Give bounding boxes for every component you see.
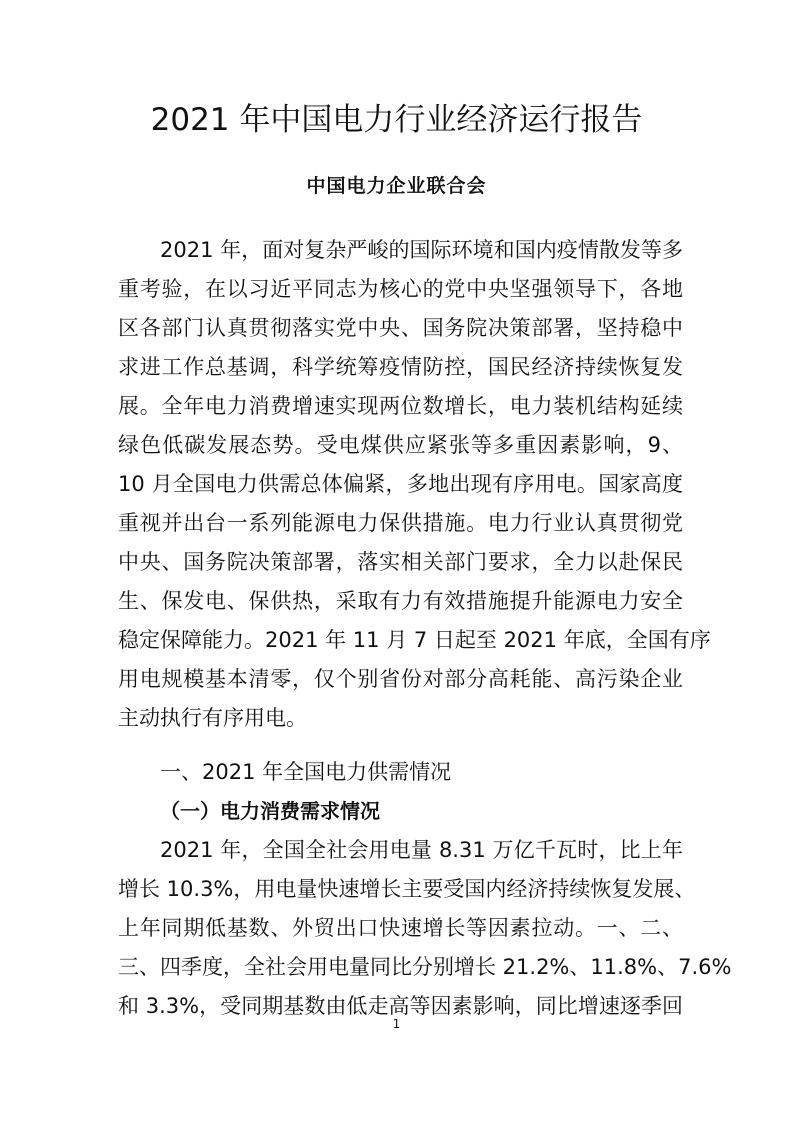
section-heading: 一、2021 年全国电力供需情况 <box>160 760 452 784</box>
paragraph-line: 主动执行有序用电。 <box>118 706 307 730</box>
paragraph-line: 生、保发电、保供热，采取有力有效措施提升能源电力安全 <box>118 589 683 613</box>
paragraph-line: 增长 10.3%，用电量快速增长主要受国内经济持续恢复发展、 <box>118 877 696 901</box>
paragraph-line: 重考验，在以习近平同志为核心的党中央坚强领导下，各地 <box>118 277 683 301</box>
paragraph-line: 用电规模基本清零，仅个别省份对部分高耗能、高污染企业 <box>118 667 683 691</box>
paragraph-line: 2021 年，面对复杂严峻的国际环境和国内疫情散发等多 <box>160 238 683 262</box>
page-number: 1 <box>392 1017 401 1031</box>
page-title: 2021 年中国电力行业经济运行报告 <box>150 102 643 138</box>
paragraph-line: 中央、国务院决策部署，落实相关部门要求，全力以赴保民 <box>118 550 683 574</box>
paragraph-line: 三、四季度，全社会用电量同比分别增长 21.2%、11.8%、7.6% <box>118 955 732 979</box>
paragraph-line: 稳定保障能力。2021 年 11 月 7 日起至 2021 年底，全国有序 <box>118 628 711 652</box>
paragraph-line: 展。全年电力消费增速实现两位数增长，电力装机结构延续 <box>118 394 683 418</box>
paragraph-line: 绿色低碳发展态势。受电煤供应紧张等多重因素影响，9、 <box>118 433 683 457</box>
paragraph-line: 求进工作总基调，科学统筹疫情防控，国民经济持续恢复发 <box>118 355 683 379</box>
paragraph-line: 和 3.3%，受同期基数由低走高等因素影响，同比增速逐季回 <box>118 994 683 1018</box>
paragraph-line: 10 月全国电力供需总体偏紧，多地出现有序用电。国家高度 <box>118 472 683 496</box>
subsection-heading: （一）电力消费需求情况 <box>160 799 380 823</box>
paragraph-line: 上年同期低基数、外贸出口快速增长等因素拉动。一、二、 <box>118 916 683 940</box>
paragraph-line: 2021 年，全国全社会用电量 8.31 万亿千瓦时，比上年 <box>160 838 683 862</box>
paragraph-line: 区各部门认真贯彻落实党中央、国务院决策部署，坚持稳中 <box>118 316 683 340</box>
author-organization: 中国电力企业联合会 <box>306 175 487 197</box>
paragraph-line: 重视并出台一系列能源电力保供措施。电力行业认真贯彻党 <box>118 511 683 535</box>
